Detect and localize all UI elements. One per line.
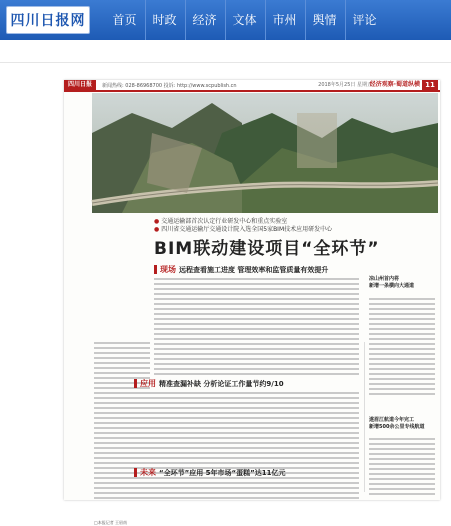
bullet-icon: ● [154,218,160,225]
section-heading: 未来 “全环节”应用 5年市场“蛋糕”达11亿元 [134,467,285,478]
masthead-info: 新闻热线: 028-86968700 投诉: http://www.scpublish.cn [102,82,237,89]
section-heading: 现场 远程查看施工进度 管理效率和监管质量有效提升 [154,264,328,275]
section-marker [134,379,137,388]
highway-photo [92,93,438,213]
sub-headline-bullets [154,218,414,234]
nav-item-public-opinion[interactable]: 舆情 [305,0,343,40]
bullet-item: ● 四川省交通运输厅交通设计院入选全国5家BIM技术应用研发中心 [154,226,333,233]
section-title: 经济观察·蜀道纵横 [369,81,420,88]
nav-item-cities[interactable]: 市州 [265,0,303,40]
bullet-icon: ● [154,226,160,233]
side-article-text [369,298,435,398]
nav-menu [106,0,383,40]
content-divider [0,62,451,63]
section-body-text [94,482,359,502]
page-number: 11 [422,80,438,90]
newspaper-page[interactable] [64,80,440,525]
nav-item-politics[interactable]: 时政 [145,0,183,40]
side-article-heading: 凉山州首内将 新增一条横向大通道 [369,276,415,289]
site-logo[interactable]: 四川日报网 [6,6,90,34]
nav-item-economy[interactable]: 经济 [185,0,223,40]
nav-item-home[interactable]: 首页 [112,13,137,27]
masthead-date: 2018年5月25日 星期五 [318,82,372,88]
column-divider [364,342,365,492]
bullet-item: ● 交通运输部首次认定行业研发中心和重点实验室 [154,218,288,225]
top-nav-bar [0,0,451,40]
article-author: □本报记者 王眉南 [94,520,128,525]
side-article-text [369,438,435,498]
side-article-heading: 遂眉江航道今年完工 新增500余公里专线航道 [369,417,425,430]
newspaper-logo: 四川日报 [64,80,96,90]
section-body-text [154,278,359,378]
section-heading: 应用 精准查漏补缺 分析论证工作量节约9/10 [134,378,284,389]
article-headline: BIM联动建设项目“全环节” [154,239,380,259]
section-marker [154,265,157,274]
newspaper-masthead [64,80,440,92]
nav-item-commentary[interactable]: 评论 [345,0,383,40]
nav-item-culture-sports[interactable]: 文体 [225,0,263,40]
section-marker [134,468,137,477]
